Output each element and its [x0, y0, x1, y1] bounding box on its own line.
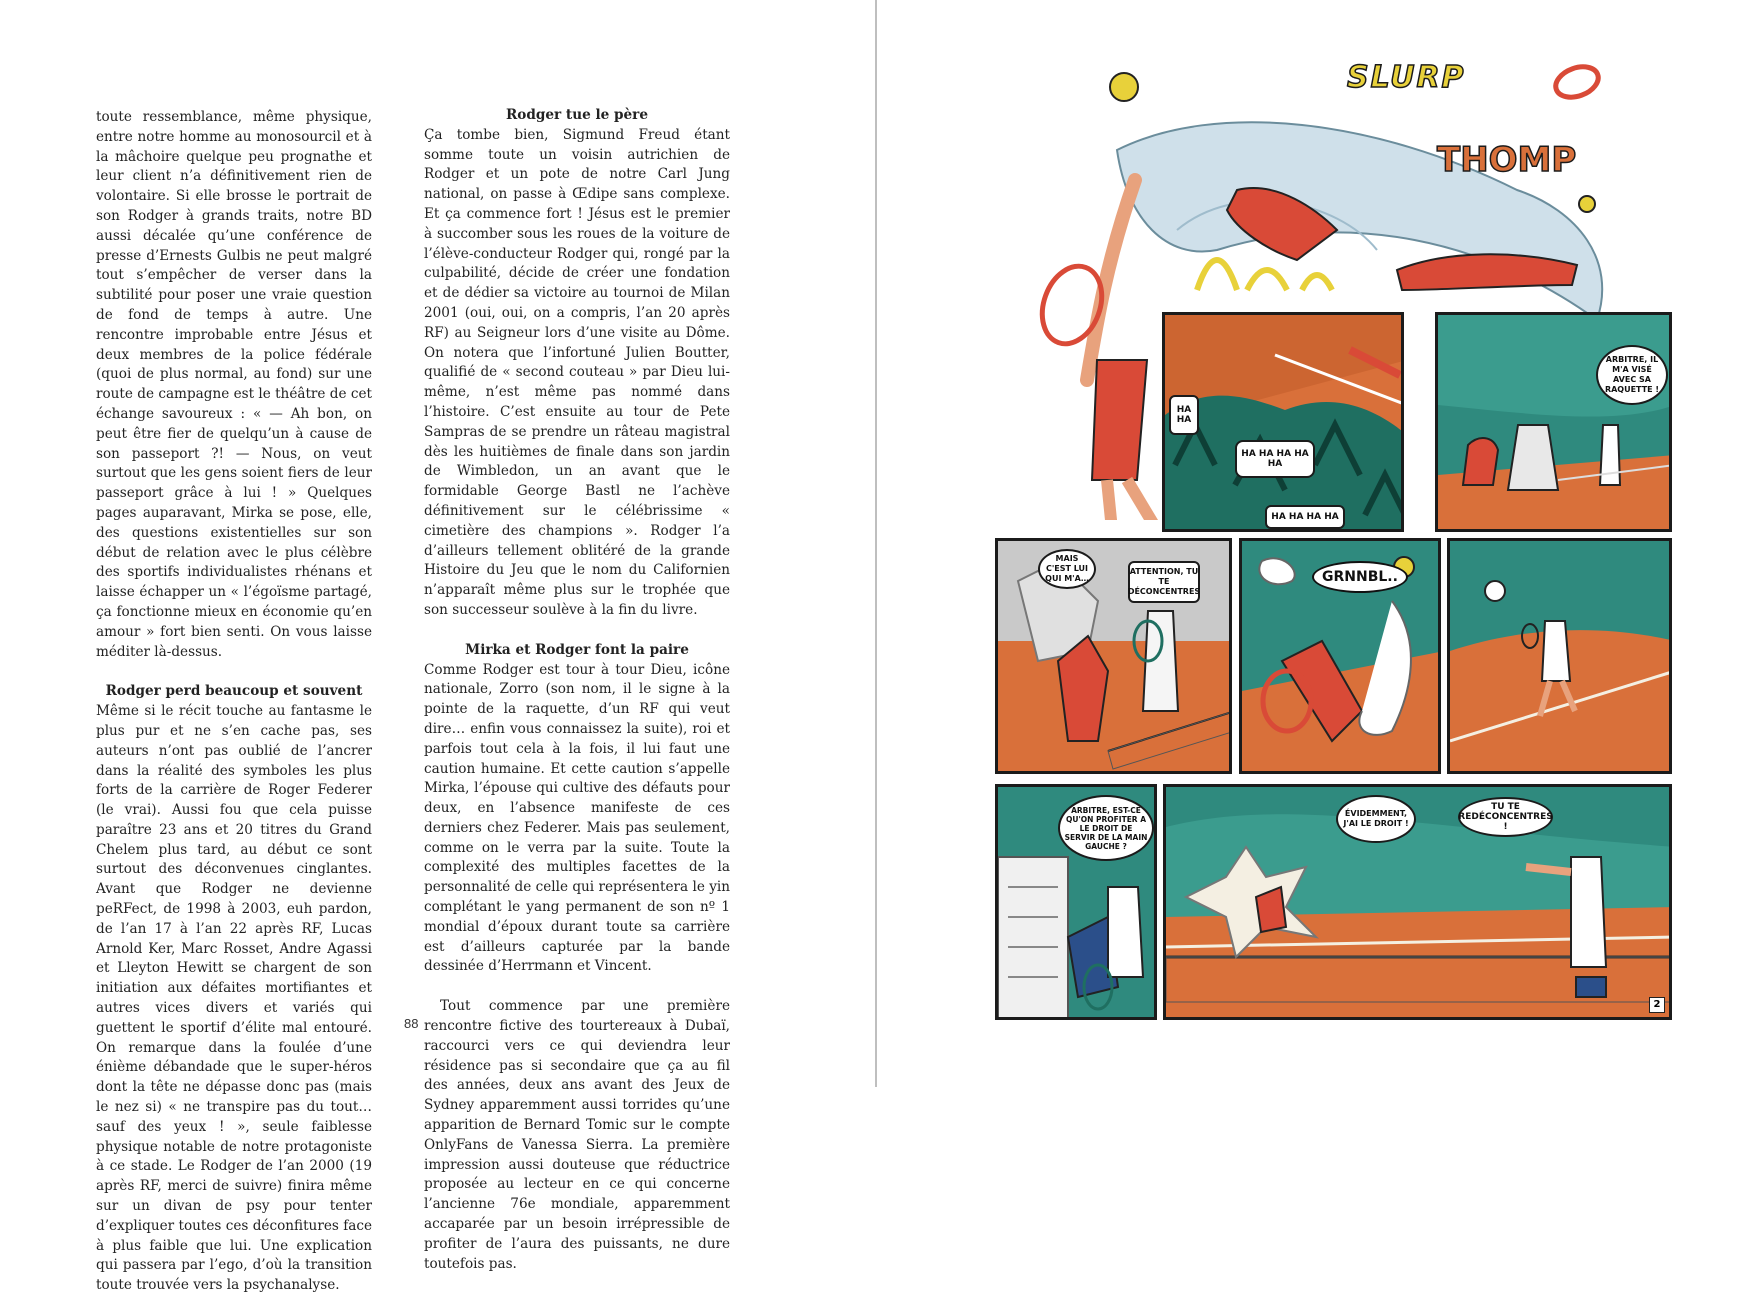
verdict-illustration: [1166, 787, 1672, 1020]
serve-illustration: [1450, 541, 1672, 774]
comic-panel-argument: [995, 538, 1232, 774]
comic-panel-frustration: [1239, 538, 1441, 774]
section-heading: Rodger perd beaucoup et souvent: [105, 683, 363, 700]
comic-panel-verdict: [1163, 784, 1672, 1020]
speech-bubble: ARBITRE, EST-CE QU'ON PROFITER A LE DROIT DE SERVIR DE LA MAIN GAUCHE ?: [1058, 795, 1154, 861]
laugh-bubble: HA HA HA HA HA: [1235, 440, 1315, 478]
speech-bubble: ATTENTION, TU TE DÉCONCENTRES: [1128, 561, 1200, 603]
section-heading: Rodger tue le père: [506, 107, 648, 123]
page-number: 88: [404, 1016, 419, 1031]
paragraph: Tout commence par une première rencontre fictive des tourtereaux à Dubaï, raccourci vers ce qui deviendra leur résidence pas si secondaire que ça au fil des années, deux ans avant des Jeux de Sydney apparemment aussi torrides qu’une apparition de Bernard Tomic sur le compte OnlyFans de Vanessa Sierra. La première impression aussi douteuse que réductrice proposée au lecteur en ce qui concerne l’ancienne 76e mondiale, apparemment accaparée par un besoin irrépressible de profiter de l’aura des puissants, ne dure toutefois pas.: [424, 998, 730, 1272]
speech-bubble: ÉVIDEMMENT, J'AI LE DROIT !: [1336, 795, 1416, 843]
text-column-left: [96, 108, 372, 1296]
left-page: [0, 0, 876, 1294]
laugh-bubble: HA HA: [1169, 395, 1199, 435]
crowd-illustration: [1165, 315, 1404, 532]
laugh-bubble: HA HA HA HA: [1265, 505, 1345, 529]
paragraph: toute ressemblance, même physique, entre notre homme au monosourcil et à la mâchoire quelque peu prognathe et leur client n’a définitivement rien de volontaire. Si elle brosse le portrait de son Rodger à grands traits, notre BD aussi décalée qu’une conférence de presse d’Ernests Gulbis ne peut malgré tout s’empêcher de verser dans la subtilité pour poser une vraie question de fond de temps à autre. Une rencontre improbable entre Jésus et deux membres de la police fédérale (quoi de plus normal, au fond) sur une route de campagne est le théâtre de cet échange savoureux : « — Ah bon, on peut être fier de quelqu’un à cause de son passeport ?! — Nous, on veut surtout que les gens soient fiers de leur passeport grâce à lui ! » Quelques pages auparavant, Mirka se pose, elle, des questions existentielles sur son début de relation avec le plus célèbre des sportifs individualistes rhénans et laisse échapper un « l’égoïsme partagé, ça fonctionne mieux en économie qu’en amour » fort bien senti. On vous laisse méditer là-dessus.: [96, 109, 372, 660]
paragraph: Ça tombe bien, Sigmund Freud étant somme toute un voisin autrichien de Rodger et un pote de notre Carl Jung national, on passe à Œdipe sans complexe. Et ça commence fort ! Jésus est le premier à succomber sous les roues de la voiture de l’élève-conducteur Rodger qui, rongé par la culpabilité, décide de créer une fondation et de dédier sa victoire au tournoi de Milan 2001 (oui, oui, on a compris, l’an 20 après RF) au Seigneur lors d’une visite au Dôme. On notera que l’infortuné Julien Boutter, qualifié de « second couteau » par Dieu lui-même, n’est même pas nommé dans l’histoire. C’est ensuite au tour de Pete Sampras de se prendre un râteau magistral dès les huitièmes de finale dans son jardin de Wimbledon, un an avant que le formidable George Bastl ne l’achève définitivement sur le célébrissime « cimetière des champions ». Rodger l’a d’ailleurs tellement oblitéré de la grande Histoire du Jeu que le nom du Californien n’apparaît même plus sur le trophée que son successeur soulève à la fin du livre.: [424, 126, 730, 618]
sfx-slurp: SLURP: [1347, 60, 1466, 95]
comic-page-number: 2: [1649, 997, 1665, 1013]
speech-bubble: ARBITRE, IL M'A VISÉ AVEC SA RAQUETTE !: [1596, 345, 1668, 405]
speech-bubble: TU TE REDÉCONCENTRES !: [1458, 797, 1553, 837]
right-page-comic: [877, 0, 1754, 1087]
comic-panel-question: [995, 784, 1157, 1020]
sfx-thomp: THOMP: [1437, 140, 1577, 180]
comic-panel-umpire: [1435, 312, 1672, 532]
paragraph: Comme Rodger est tour à tour Dieu, icône nationale, Zorro (son nom, il le signe à la pointe de la raquette, d’un RF qui veut dire… enfin vous connaissez la suite), roi et parfois tout cela à la fois, il lui faut une caution humaine. Et cette caution s’appelle Mirka, l’épouse qui cultive des défauts pour deux, en l’absence manifeste de ces derniers chez Federer. Mais pas seulement, comme on le verra par la suite. Toute la complexité des multiples facettes de la personnalité de celle qui représentera le yin complétant le yang permanent de son nº 1 mondial d’époux durant toute sa carrière est d’ailleurs capturée par la bande dessinée d’Herrmann et Vincent.: [424, 661, 730, 975]
sfx-grumble: GRNNBL..: [1312, 561, 1408, 593]
comic-panel-crowd: [1162, 312, 1404, 532]
comic-panel-serve: [1447, 538, 1672, 774]
section-heading: Mirka et Rodger font la paire: [465, 641, 689, 658]
speech-bubble: MAIS C'EST LUI QUI M'A…: [1038, 549, 1096, 589]
paragraph: Même si le récit touche au fantasme le plus pur et ne s’en cache pas, ses auteurs n’ont pas oublié de l’ancrer dans la réalité des symboles les plus forts de la carrière de Roger Federer (le vrai). Aussi fou que cela puisse paraître 23 ans et 20 titres du Grand Chelem plus tard, au début ce sont surtout des déconvenues cinglantes. Avant que Rodger ne devienne peRFect, de 1998 à 2003, euh pardon, de l’an 17 à l’an 22 après RF, Lucas Arnold Ker, Marc Rosset, Andre Agassi et Lleyton Hewitt se chargent de son initiation aux défaites mortifiantes et autres vices divers et variés qui guettent le sportif d’élite mal entouré. On remarque dans la foulée d’une énième débandade que le super-héros dont la tête ne dépasse donc pas (mais le nez si) « ne transpire pas du tout… sauf des yeux ! », seule faiblesse physique notable de notre protagoniste à ce stade. Le Rodger de l’an 2000 (19 après RF, merci de suivre) finira même sur un divan de psy pour tenter d’expliquer toutes ces déconfitures face à plus faible que lui. Une explication qui passera par l’ego, d’où la transition toute trouvée vers la psychanalyse.: [96, 703, 372, 1294]
text-column-right: [424, 108, 730, 1274]
